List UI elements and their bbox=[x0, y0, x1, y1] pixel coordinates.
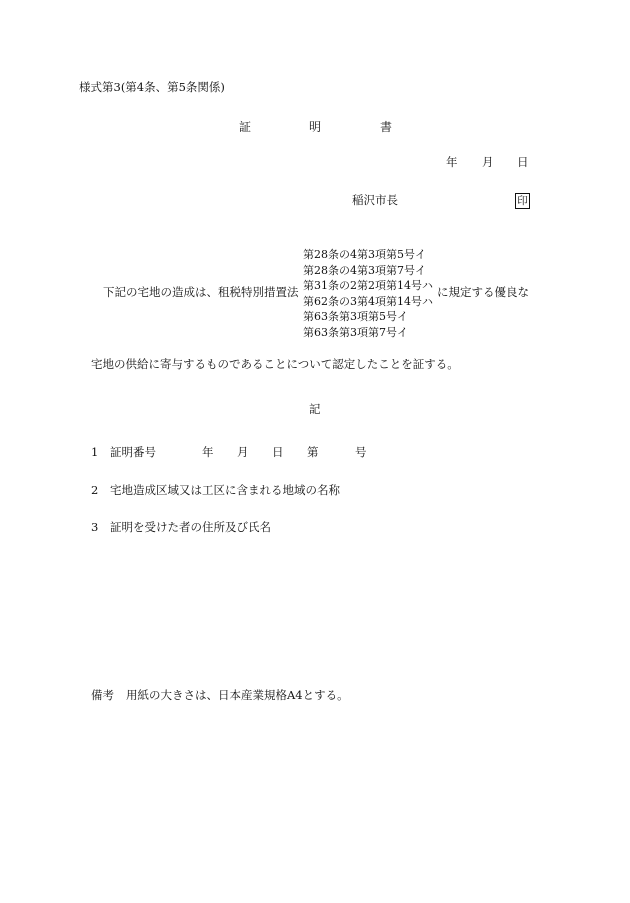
cert-go: 号 bbox=[355, 445, 367, 459]
date-year: 年 bbox=[446, 155, 458, 169]
date-day: 日 bbox=[517, 155, 529, 169]
note-label: 備考 bbox=[91, 688, 114, 702]
body-tail: に規定する優良な bbox=[437, 285, 529, 299]
item-area-name bbox=[91, 485, 340, 497]
law-item: 第63条第3項第7号イ bbox=[303, 325, 408, 339]
body-lead: 下記の宅地の造成は、租税特別措置法 bbox=[103, 285, 299, 299]
cert-day: 日 bbox=[272, 445, 284, 459]
item-label: 宅地造成区域又は工区に含まれる地域の名称 bbox=[110, 483, 340, 497]
law-item: 第31条の2第2項第14号ハ bbox=[303, 279, 433, 292]
item-certificate-number bbox=[91, 447, 156, 459]
title-char-1: 証 bbox=[239, 120, 252, 134]
date-month: 月 bbox=[482, 155, 494, 169]
note bbox=[91, 690, 349, 702]
item-recipient bbox=[91, 522, 271, 534]
law-item: 第63条第3項第5号イ bbox=[303, 310, 408, 323]
item-label: 証明番号 bbox=[110, 445, 156, 459]
title-char-3: 書 bbox=[380, 120, 393, 134]
seal-box: 印 bbox=[515, 193, 530, 209]
law-item: 第28条の4第3項第7号イ bbox=[303, 263, 426, 277]
law-item: 第28条の4第3項第5号イ bbox=[303, 248, 426, 261]
note-text: 用紙の大きさは、日本産業規格A4とする。 bbox=[126, 688, 349, 702]
item-number: 3 bbox=[91, 520, 99, 534]
cert-year: 年 bbox=[202, 445, 214, 459]
cert-dai: 第 bbox=[307, 445, 319, 459]
body-second-line: 宅地の供給に寄与するものであることについて認定したことを証する。 bbox=[91, 357, 459, 371]
form-label: 様式第3(第4条、第5条関係) bbox=[79, 80, 225, 94]
ki-heading: 記 bbox=[309, 402, 321, 416]
item-label: 証明を受けた者の住所及び氏名 bbox=[110, 520, 271, 534]
law-item: 第62条の3第4項第14号ハ bbox=[303, 294, 433, 308]
title-char-2: 明 bbox=[309, 120, 322, 134]
item-number: 2 bbox=[91, 483, 99, 497]
law-item-list bbox=[303, 247, 433, 340]
issuer-name: 稲沢市長 bbox=[352, 193, 398, 207]
cert-month: 月 bbox=[237, 445, 249, 459]
item-number: 1 bbox=[91, 445, 99, 459]
